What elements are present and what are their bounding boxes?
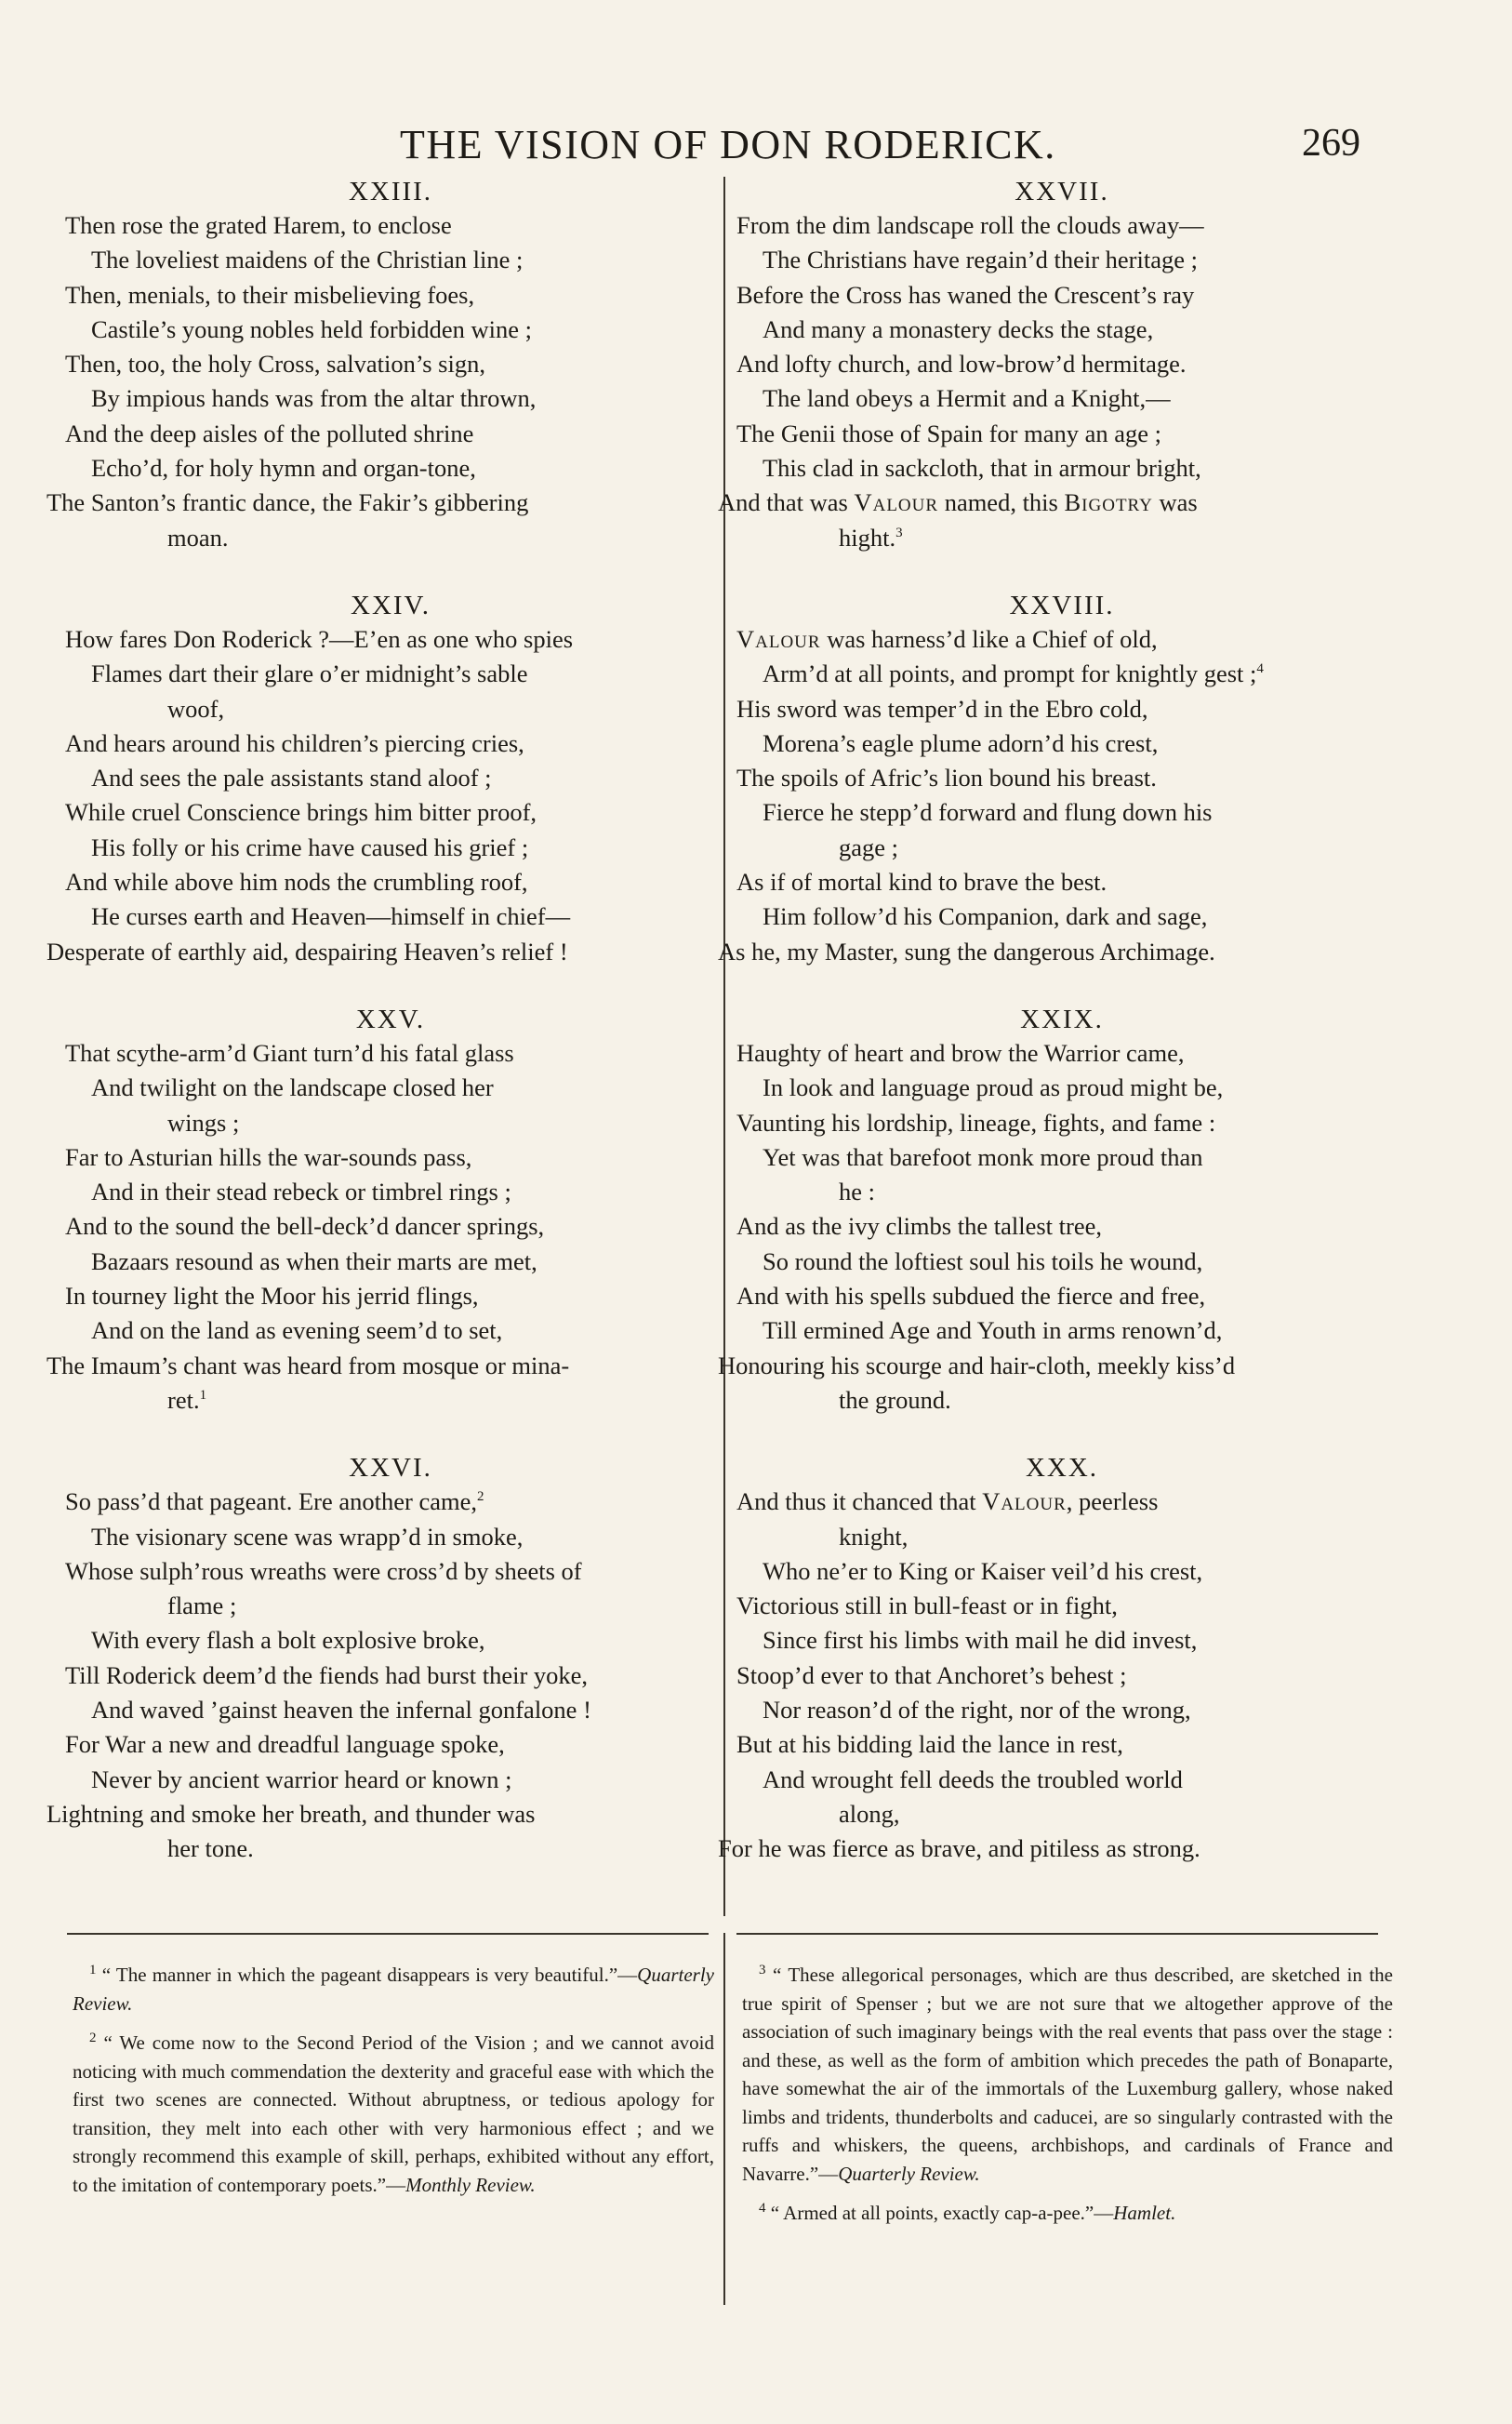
verse-line: knight, — [839, 1522, 909, 1551]
verse-line: The Christians have regain’d their heritage ; — [763, 246, 1198, 274]
verse-line: The Imaum’s chant was heard from mosque or mina- — [46, 1351, 570, 1379]
verse-line: He curses earth and Heaven—himself in chief— — [91, 902, 571, 931]
verse-line: And while above him nods the crumbling roof, — [65, 868, 528, 897]
verse-line: And with his spells subdued the fierce and free, — [736, 1282, 1206, 1311]
verse-line: Lightning and smoke her breath, and thunder was — [46, 1799, 536, 1828]
verse-line: he : — [839, 1178, 875, 1206]
right-column — [718, 175, 1387, 1866]
footnote-number: 2 — [89, 2031, 97, 2045]
small-caps-name: Valour — [736, 624, 821, 653]
footnote-source: Hamlet. — [1113, 2202, 1176, 2224]
verse-line: And sees the pale assistants stand aloof ; — [91, 764, 492, 792]
footnote-source: Quarterly Review. — [73, 1964, 714, 2015]
verse-line: Desperate of earthly aid, despairing Heaven’s relief ! — [46, 937, 568, 966]
verse-line: That scythe-arm’d Giant turn’d his fatal glass — [65, 1038, 514, 1067]
verse-line: Haughty of heart and brow the Warrior came, — [736, 1038, 1185, 1067]
verse-line: And in their stead rebeck or timbrel rings ; — [91, 1178, 511, 1206]
footnote-number: 3 — [759, 1963, 766, 1978]
verse-line: Far to Asturian hills the war-sounds pass, — [65, 1142, 472, 1171]
verse-line: For War a new and dreadful language spoke, — [65, 1730, 505, 1759]
verse-line: Fierce he stepp’d forward and flung down his — [763, 798, 1213, 827]
footnote-divider — [723, 1933, 725, 2305]
footnote: $^4$ “ Armed at all points, exactly cap-a-pee.”—Hamlet. — [759, 2201, 1176, 2224]
verse-line: And the deep aisles of the polluted shrine — [65, 419, 474, 447]
verse-line: Never by ancient warrior heard or known ; — [91, 1765, 512, 1793]
verse-line: For he was fierce as brave, and pitiless as strong. — [718, 1834, 1200, 1863]
verse-line: How fares Don Roderick ?—E’en as one who spies — [65, 624, 574, 653]
verse-line: And hears around his children’s piercing cries, — [65, 728, 524, 757]
verse-line: ret.$^1$ — [167, 1385, 207, 1414]
verse-line: So round the loftiest soul his toils he wound, — [763, 1246, 1203, 1275]
verse-line: And lofty church, and low-brow’d hermitage. — [736, 350, 1187, 379]
verse-line: the ground. — [839, 1385, 951, 1414]
verse-line: Echo’d, for holy hymn and organ-tone, — [91, 454, 476, 483]
verse-line: gage ; — [839, 832, 899, 861]
verse-line: And waved ’gainst heaven the infernal gonfalone ! — [91, 1695, 591, 1724]
small-caps-name: Valour — [854, 488, 939, 517]
verse-line: Bazaars resound as when their marts are met, — [91, 1246, 537, 1275]
verse-line: Him follow’d his Companion, dark and sage, — [763, 902, 1208, 931]
stanza — [718, 589, 1387, 969]
footnote: $^1$ “ The manner in which the pageant disappears is very beautiful.”—Quarterly Review. — [73, 1963, 714, 2015]
stanza — [46, 1451, 716, 1866]
verse-line: wings ; — [167, 1108, 240, 1137]
footnote-marker: 2 — [476, 1489, 484, 1505]
stanza-number: XXIX. — [1020, 1004, 1104, 1034]
verse-line: While cruel Conscience brings him bitter proof, — [65, 798, 537, 827]
footnote: $^3$ “ These allegorical personages, which are thus described, are sketched in the true spirit of Spenser ; but we are not sure that we altogether approve of the association of such imaginary beings with the real events that pass over the stage : and these, as well as the form of ambition which precedes the path of Bonaparte, have somewhat the air of the immortals of the Luxemburg gallery, whose naked limbs and tridents, thunderbolts and caducei, are so singularly contrasted with the ruffs and whiskers, the queens, archbishops, and cardinals of France and Navarre.”—Quarterly Review. — [742, 1963, 1393, 2185]
footnote-number: 4 — [759, 2201, 766, 2216]
footnote-source: Quarterly Review. — [838, 2162, 980, 2185]
verse-line: woof, — [167, 694, 225, 723]
footnote-rule-right — [736, 1933, 1378, 1935]
verse-line: Vaunting his lordship, lineage, fights, and fame : — [736, 1108, 1216, 1137]
verse-line: The Genii those of Spain for many an age ; — [736, 419, 1161, 447]
column-divider — [723, 177, 725, 1916]
running-title: THE VISION OF DON RODERICK. — [400, 122, 1056, 167]
footnote-marker: 4 — [1256, 661, 1264, 677]
stanza — [46, 175, 716, 555]
stanza — [718, 175, 1387, 555]
verse-line: This clad in sackcloth, that in armour bright, — [763, 454, 1201, 483]
stanza-number: XXVIII. — [1009, 590, 1115, 620]
verse-line: And to the sound the bell-deck’d dancer springs, — [65, 1212, 545, 1241]
verse-line: Arm’d at all points, and prompt for knightly gest ;$^4$ — [763, 659, 1264, 688]
verse-line: hight.$^3$ — [839, 523, 903, 552]
verse-line: Then rose the grated Harem, to enclose — [65, 211, 452, 239]
verse-line: And twilight on the landscape closed her — [91, 1073, 494, 1102]
stanza-number: XXVI. — [349, 1453, 432, 1484]
verse-line: Honouring his scourge and hair-cloth, meekly kiss’d — [718, 1351, 1236, 1379]
verse-line: Whose sulph’rous wreaths were cross’d by sheets of — [65, 1556, 582, 1585]
verse-line: As if of mortal kind to brave the best. — [736, 868, 1107, 897]
verse-line: Yet was that barefoot monk more proud than — [763, 1142, 1203, 1171]
verse-line: And as the ivy climbs the tallest tree, — [736, 1212, 1102, 1241]
verse-line: The loveliest maidens of the Christian line ; — [91, 246, 524, 274]
left-column — [46, 175, 716, 1866]
footnote-source: Monthly Review. — [405, 2173, 536, 2196]
verse-line: Before the Cross has waned the Crescent’s ray — [736, 280, 1195, 309]
verse-line: flame ; — [167, 1592, 237, 1620]
small-caps-name: Valour — [982, 1487, 1067, 1516]
verse-line: Since first his limbs with mail he did invest, — [763, 1626, 1198, 1655]
stanza-number: XXIV. — [351, 590, 431, 620]
verse-line: And that was Valour named, this Bigotry was — [718, 488, 1198, 517]
stanza — [718, 1451, 1387, 1866]
footnotes-left — [73, 1961, 714, 2210]
verse-line: Stoop’d ever to that Anchoret’s behest ; — [736, 1660, 1127, 1689]
verse-line: The spoils of Afric’s lion bound his breast. — [736, 764, 1157, 792]
page-header — [0, 121, 1512, 177]
verse-line: As he, my Master, sung the dangerous Archimage. — [718, 937, 1215, 966]
verse-line: So pass’d that pageant. Ere another came,$^2$ — [65, 1487, 484, 1516]
footnote: $^2$ “ We come now to the Second Period of the Vision ; and we cannot avoid noticing with much commendation the dexterity and graceful ease with which the first two scenes are connected. Without abruptness, or tedious apology for transition, they melt into each other with very harmonious effect ; and we strongly recommend this example of skill, perhaps, exhibited without any effort, to the imitation of contemporary poets.”—Monthly Review. — [73, 2031, 714, 2196]
footnote-number: 1 — [89, 1963, 97, 1978]
verse-line: His sword was temper’d in the Ebro cold, — [736, 694, 1148, 723]
verse-line: His folly or his crime have caused his grief ; — [91, 832, 529, 861]
verse-line: Nor reason’d of the right, nor of the wrong, — [763, 1695, 1191, 1724]
footnote-rule-left — [67, 1933, 709, 1935]
verse-line: The Santon’s frantic dance, the Fakir’s gibbering — [46, 488, 529, 517]
verse-line: And thus it chanced that Valour, peerless — [736, 1487, 1159, 1516]
verse-line: By impious hands was from the altar thrown, — [91, 384, 537, 413]
verse-line: The land obeys a Hermit and a Knight,— — [763, 384, 1171, 413]
verse-line: And many a monastery decks the stage, — [763, 314, 1154, 343]
verse-line: And on the land as evening seem’d to set, — [91, 1316, 503, 1345]
verse-line: Then, too, the holy Cross, salvation’s sign, — [65, 350, 485, 379]
verse-line: But at his bidding laid the lance in rest, — [736, 1730, 1123, 1759]
stanza-number: XXIII. — [348, 177, 433, 206]
verse-line: Who ne’er to King or Kaiser veil’d his crest, — [763, 1556, 1203, 1585]
stanza-number: XXV. — [355, 1004, 426, 1034]
stanza-number: XXVII. — [1015, 177, 1109, 206]
verse-line: Till ermined Age and Youth in arms renown’d, — [763, 1316, 1223, 1345]
verse-line: Morena’s eagle plume adorn’d his crest, — [763, 728, 1159, 757]
stanza-number: XXX. — [1025, 1453, 1099, 1484]
stanza — [46, 1003, 716, 1418]
stanza — [46, 589, 716, 969]
footnotes-right — [742, 1961, 1393, 2239]
footnote-marker: 3 — [895, 525, 903, 540]
verse-line: With every flash a bolt explosive broke, — [91, 1626, 485, 1655]
verse-line: along, — [839, 1799, 900, 1828]
small-caps-name: Bigotry — [1064, 488, 1153, 517]
verse-line: In tourney light the Moor his jerrid flings, — [65, 1282, 479, 1311]
stanza — [718, 1003, 1387, 1418]
verse-line: Till Roderick deem’d the fiends had burst their yoke, — [65, 1660, 589, 1689]
verse-line: The visionary scene was wrapp’d in smoke, — [91, 1522, 524, 1551]
verse-line: Victorious still in bull-feast or in fight, — [736, 1592, 1118, 1620]
page-number: 269 — [1302, 122, 1360, 165]
verse-line: Valour was harness’d like a Chief of old, — [736, 624, 1158, 653]
verse-line: From the dim landscape roll the clouds away— — [736, 211, 1204, 239]
verse-line: her tone. — [167, 1834, 254, 1863]
verse-line: Then, menials, to their misbelieving foes, — [65, 280, 475, 309]
footnote-marker: 1 — [199, 1388, 207, 1404]
verse-line: moan. — [167, 523, 229, 552]
verse-line: Flames dart their glare o’er midnight’s sable — [91, 659, 528, 688]
verse-line: And wrought fell deeds the troubled world — [763, 1765, 1183, 1793]
verse-line: Castile’s young nobles held forbidden wine ; — [91, 314, 532, 343]
verse-line: In look and language proud as proud might be, — [763, 1073, 1224, 1102]
